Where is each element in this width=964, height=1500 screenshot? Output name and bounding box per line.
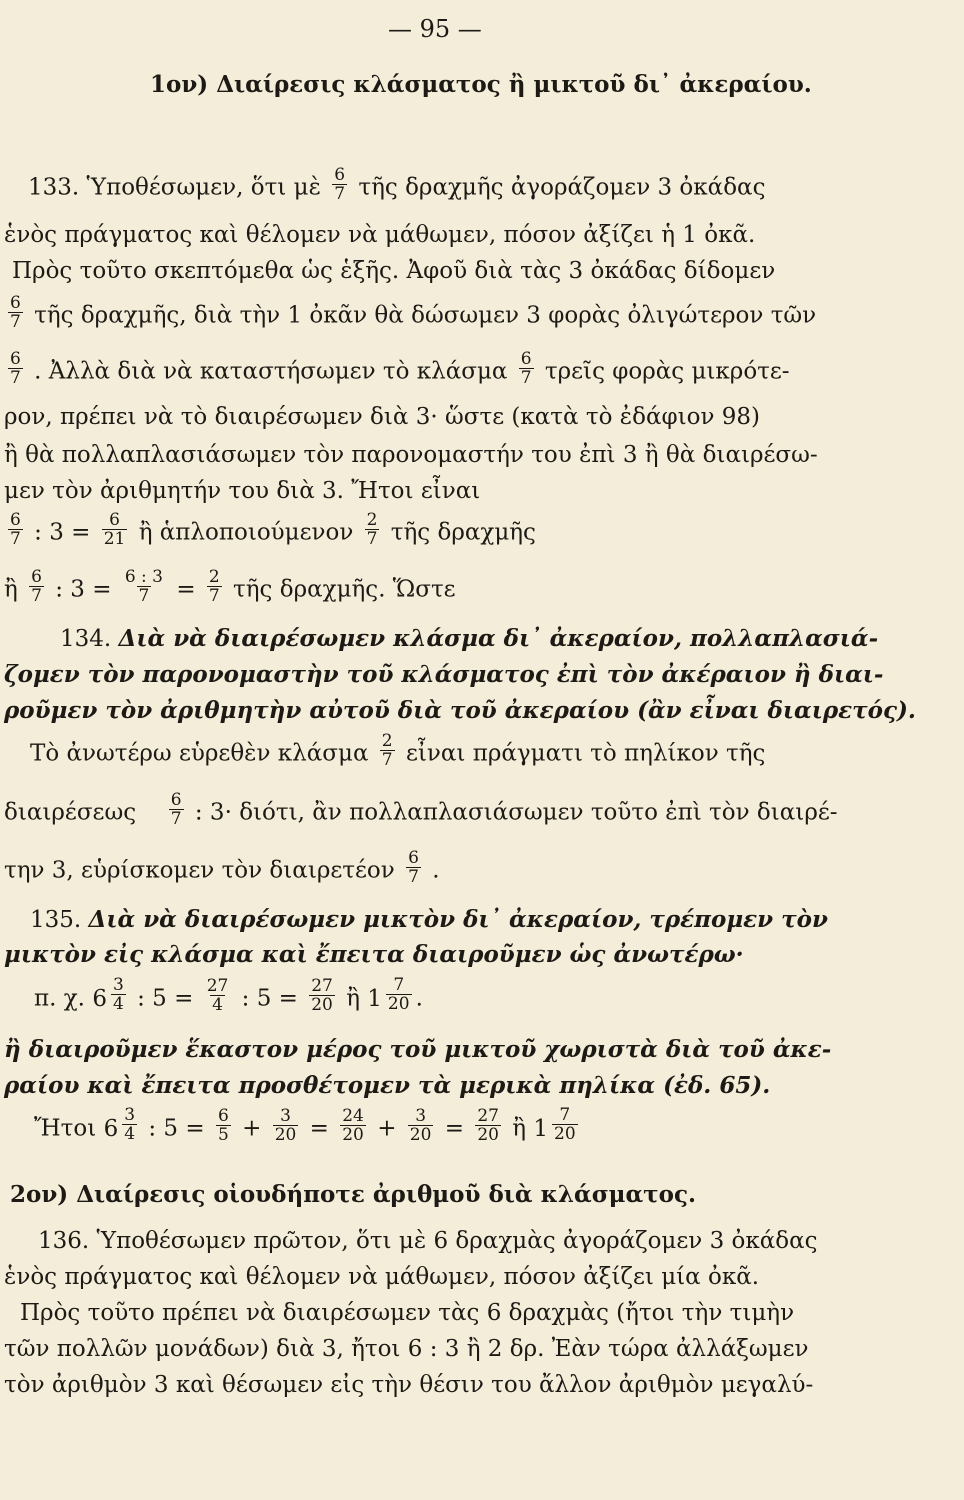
p135-line3: ἢ διαιροῦμεν ἕκαστον μέρος τοῦ μικτοῦ χωριστὰ διὰ τοῦ ἀκε- bbox=[4, 1036, 832, 1063]
p134-line5: διαιρέσεως $\frac{6}{7}$ : 3· διότι, ἂν πολλαπλασιάσωμεν τοῦτο ἐπὶ τὸν διαιρέ- bbox=[4, 790, 838, 829]
mixed-1-7-20: 1 $\frac{7}{20}$ bbox=[533, 1105, 576, 1144]
p134-line2: ζομεν τὸν παρονομαστὴν τοῦ κλάσματος ἐπὶ τὸν ἀκέραιον ἢ διαι- bbox=[4, 661, 884, 688]
fraction-6-7: $\frac{6}{7}$ bbox=[31, 567, 42, 606]
p133-line3: Πρὸς τοῦτο σκεπτόμεθα ὡς ἑξῆς. Ἀφοῦ διὰ τὰς 3 ὀκάδας δίδομεν bbox=[12, 258, 776, 284]
p135-example2: Ἤτοι 6 $\frac{3}{4}$ : 5 = $\frac{6}{5}$ + $\frac{3}{20}$ = $\frac{24}{20}$ + $\frac{3}{20}$ = $\frac{27}{20}$ ἢ 1 $\frac{7}{20}$ bbox=[34, 1110, 582, 1148]
p135-line2: μικτὸν εἰς κλάσμα καὶ ἔπειτα διαιροῦμεν ὡς ἀνωτέρω· bbox=[4, 941, 744, 968]
section-title-2: 2ον) Διαίρεσις οἱουδήποτε ἀριθμοῦ διὰ κλάσματος. bbox=[10, 1181, 697, 1208]
fraction-6-5: $\frac{6}{5}$ bbox=[217, 1106, 229, 1145]
p135-example: π. χ. 6 $\frac{3}{4}$ : 5 = $\frac{27}{4}$ : 5 = $\frac{27}{20}$ ἢ 1 $\frac{7}{20}$ . bbox=[34, 975, 423, 1015]
p135-line4: ραίου καὶ ἔπειτα προσθέτομεν τὰ μερικὰ πηλίκα (ἐδ. 65). bbox=[4, 1072, 771, 1099]
fraction-6-21: $\frac{6}{21}$ bbox=[103, 510, 126, 549]
p136-line3: Πρὸς τοῦτο πρέπει νὰ διαιρέσωμεν τὰς 6 δραχμὰς (ἤτοι τὴν τιμὴν bbox=[20, 1300, 795, 1326]
p133-line5: $\frac{6}{7}$ . Ἀλλὰ διὰ νὰ καταστήσωμεν τὸ κλάσμα $\frac{6}{7}$ τρεῖς φορὰς μικρότε- bbox=[10, 349, 790, 388]
fraction-6-7: $\frac{6}{7}$ bbox=[10, 349, 21, 388]
fraction-6-7: $\frac{6}{7}$ bbox=[170, 790, 182, 829]
p134-line3: ροῦμεν τὸν ἀριθμητὴν αὐτοῦ διὰ τοῦ ἀκεραίου (ἂν εἶναι διαιρετός). bbox=[4, 697, 916, 724]
p136-line4: τῶν πολλῶν μονάδων) διὰ 3, ἤτοι 6 : 3 ἢ 2 δρ. Ἐὰν τώρα ἀλλάξωμεν bbox=[4, 1336, 809, 1362]
p133-line7: ἢ θὰ πολλαπλασιάσωμεν τὸν παρονομαστήν του ἐπὶ 3 ἢ θὰ διαιρέσω- bbox=[4, 442, 818, 468]
mixed-6-3-4: 6 $\frac{3}{4}$ bbox=[92, 975, 124, 1014]
fraction-27-4: $\frac{27}{4}$ bbox=[206, 976, 229, 1015]
p133-line2: ἑνὸς πράγματος καὶ θέλομεν νὰ μάθωμεν, πόσον ἀξίζει ἡ 1 ὀκᾶ. bbox=[4, 222, 756, 248]
p136-line1: 136. Ὑποθέσωμεν πρῶτον, ὅτι μὲ 6 δραχμὰς ἀγοράζομεν 3 ὀκάδας bbox=[38, 1228, 818, 1254]
p133-eq2: ἢ $\frac{6}{7}$ : 3 = $\frac{6 : 3}{7}$ = $\frac{2}{7}$ τῆς δραχμῆς. Ὥστε bbox=[4, 567, 456, 606]
p134-line6: την 3, εὑρίσκομεν τὸν διαιρετέον $\frac{6}{7}$ . bbox=[4, 848, 440, 887]
fraction-6-7: $\frac{6}{7}$ bbox=[334, 165, 346, 204]
p136-line5: τὸν ἀριθμὸν 3 καὶ θέσωμεν εἰς τὴν θέσιν του ἄλλον ἀριθμὸν μεγαλύ- bbox=[4, 1372, 814, 1398]
fraction-6-7: $\frac{6}{7}$ bbox=[520, 349, 532, 388]
section-title-1: 1ον) Διαίρεσις κλάσματος ἢ μικτοῦ δι᾽ ἀκεραίου. bbox=[150, 71, 812, 98]
fraction-27-20: $\frac{27}{20}$ bbox=[477, 1106, 499, 1145]
p135-line1: 135. Διὰ νὰ διαιρέσωμεν μικτὸν δι᾽ ἀκεραίον, τρέπομεν τὸν bbox=[30, 906, 828, 933]
p134-line4: Τὸ ἀνωτέρω εὑρεθὲν κλάσμα $\frac{2}{7}$ εἶναι πράγματι τὸ πηλίκον τῆς bbox=[30, 731, 766, 770]
mixed-1-7-20: 1 $\frac{7}{20}$ bbox=[367, 975, 410, 1014]
mixed-6-3-4: 6 $\frac{3}{4}$ bbox=[103, 1105, 136, 1144]
fraction-3-20: $\frac{3}{20}$ bbox=[409, 1106, 432, 1145]
fraction-2-7: $\frac{2}{7}$ bbox=[381, 731, 393, 770]
p134-line1: 134. Διὰ νὰ διαιρέσωμεν κλάσμα δι᾽ ἀκεραίον, πολλαπλασιά- bbox=[60, 625, 879, 652]
fraction-6-7: $\frac{6}{7}$ bbox=[10, 293, 21, 332]
p136-line2: ἑνὸς πράγματος καὶ θέλομεν νὰ μάθωμεν, πόσον ἀξίζει μία ὀκᾶ. bbox=[4, 1264, 760, 1290]
page-number: — 95 — bbox=[388, 15, 482, 43]
fraction-27-20: $\frac{27}{20}$ bbox=[311, 976, 333, 1015]
fraction-6-7: $\frac{6}{7}$ bbox=[10, 510, 21, 549]
p133-line4: $\frac{6}{7}$ τῆς δραχμῆς, διὰ τὴν 1 ὀκᾶν θὰ δώσωμεν 3 φορὰς ὀλιγώτερον τῶν bbox=[10, 293, 817, 332]
fraction-2-7: $\frac{2}{7}$ bbox=[208, 567, 220, 606]
p133-eq1: $\frac{6}{7}$ : 3 = $\frac{6}{21}$ ἢ ἁπλοποιούμενον $\frac{2}{7}$ τῆς δραχμῆς bbox=[10, 510, 536, 549]
fraction-6-7: $\frac{6}{7}$ bbox=[408, 848, 419, 887]
p133-line6: ρον, πρέπει νὰ τὸ διαιρέσωμεν διὰ 3· ὥστε (κατὰ τὸ ἐδάφιον 98) bbox=[4, 404, 760, 430]
fraction-24-20: $\frac{24}{20}$ bbox=[342, 1106, 364, 1145]
fraction-6div3-7: $\frac{6 : 3}{7}$ bbox=[124, 567, 163, 606]
fraction-3-20: $\frac{3}{20}$ bbox=[274, 1106, 297, 1145]
p133-line8: μεν τὸν ἀριθμητήν του διὰ 3. Ἤτοι εἶναι bbox=[4, 478, 481, 504]
p133-line1: 133. Ὑποθέσωμεν, ὅτι μὲ $\frac{6}{7}$ τῆς δραχμῆς ἀγοράζομεν 3 ὀκάδας bbox=[28, 165, 766, 204]
fraction-2-7: $\frac{2}{7}$ bbox=[366, 510, 378, 549]
